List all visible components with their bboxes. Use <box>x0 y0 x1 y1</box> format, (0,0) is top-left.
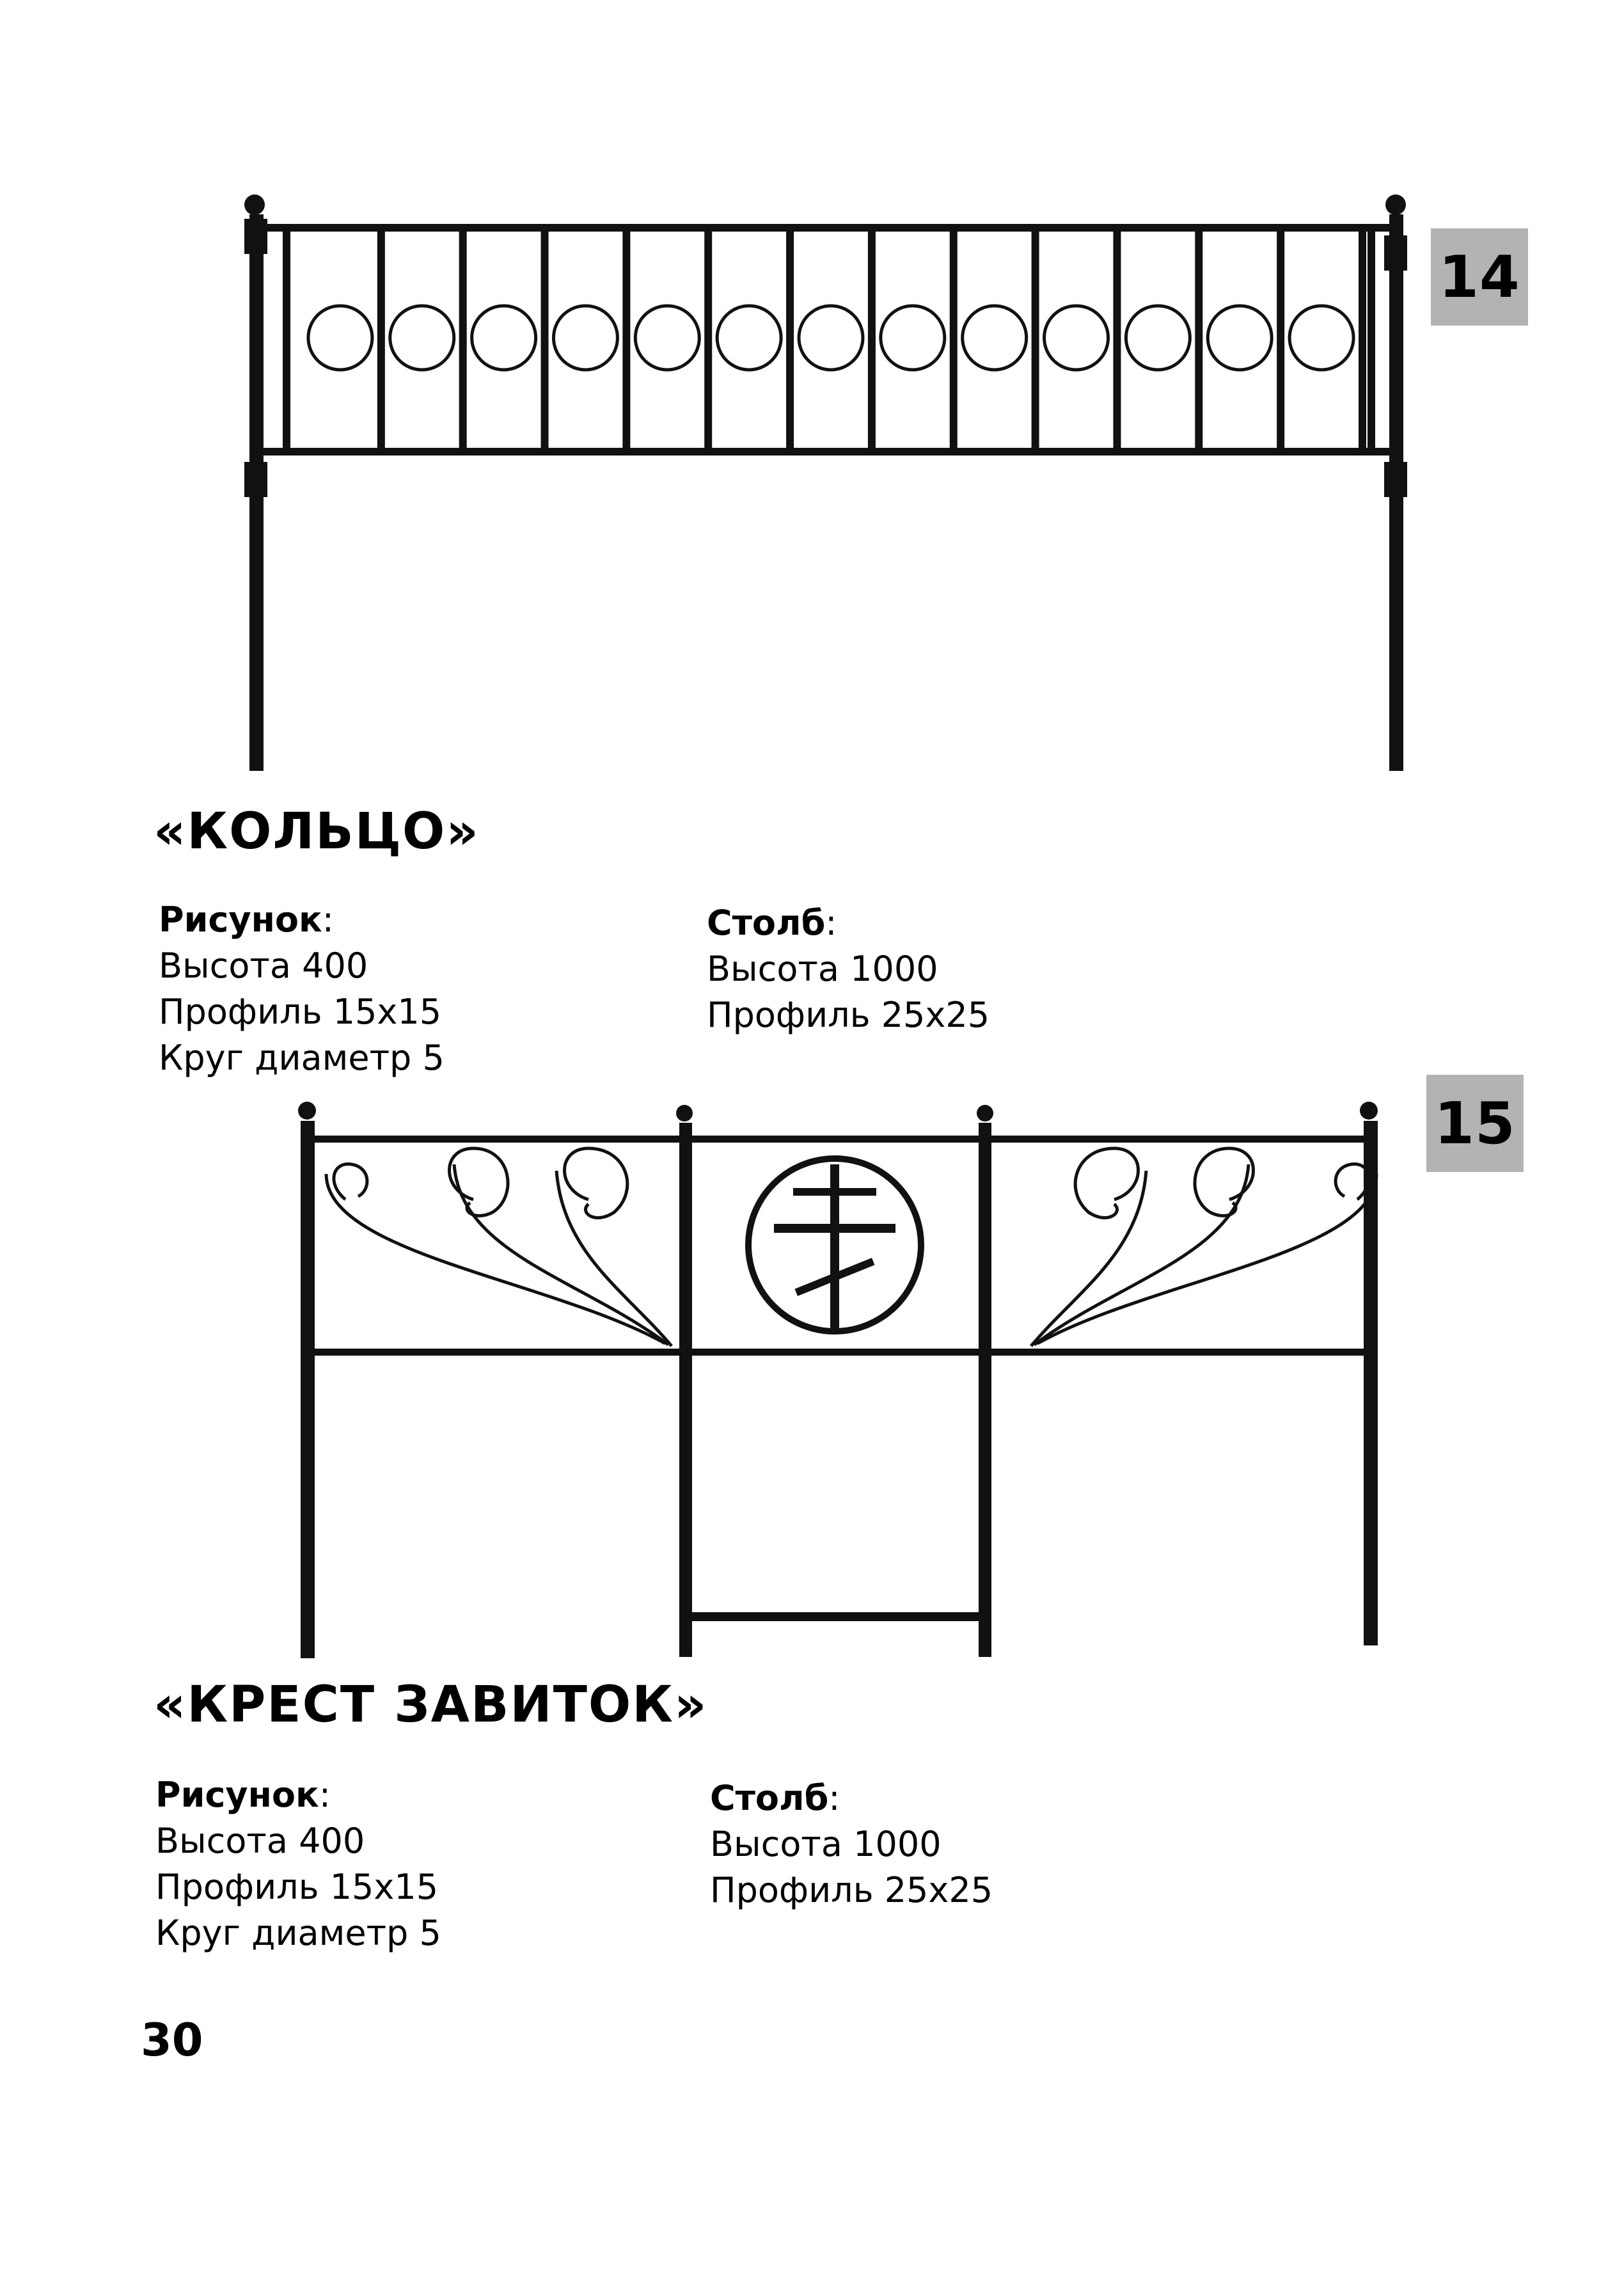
post-cap <box>676 1105 693 1121</box>
fence-rings-image <box>230 186 1414 780</box>
spec-label: Столб <box>710 1778 829 1818</box>
spec-label: Столб <box>707 903 826 943</box>
gate-rail <box>692 1349 979 1356</box>
spec-line: Профиль 15x15 <box>155 1867 439 1907</box>
scroll <box>565 1148 627 1217</box>
gate-bottom-rail <box>692 1612 979 1621</box>
post-bracket <box>244 462 267 497</box>
spec-line: Круг диаметр 5 <box>159 1038 445 1078</box>
picket <box>622 224 630 456</box>
scroll <box>326 1174 665 1343</box>
scroll <box>334 1164 367 1200</box>
post-bracket <box>1384 462 1407 497</box>
scroll <box>1075 1148 1138 1217</box>
scroll <box>1037 1174 1376 1343</box>
product-number-badge <box>1431 228 1528 326</box>
product-title: «КОЛЬЦО» <box>154 803 480 860</box>
spec-colon: : <box>319 1775 331 1815</box>
post-cap <box>298 1102 316 1120</box>
ring <box>1045 306 1108 370</box>
ring <box>635 306 699 370</box>
spec-label: Рисунок <box>155 1775 319 1815</box>
spec-line: Профиль 25x25 <box>710 1870 993 1910</box>
picket <box>1032 224 1039 456</box>
ring <box>799 306 863 370</box>
bottom-rail <box>991 1349 1364 1356</box>
product-number: 15 <box>1434 1089 1516 1157</box>
bottom-rail <box>264 448 1391 456</box>
ring <box>390 306 454 370</box>
ring <box>1289 306 1353 370</box>
spec-colon: : <box>322 899 334 940</box>
cross-bar <box>793 1188 876 1196</box>
cross-bar <box>774 1224 895 1233</box>
fence-post <box>1364 1121 1378 1645</box>
spec-line: Высота 1000 <box>710 1824 942 1864</box>
post-cap <box>1360 1102 1378 1120</box>
spec-line: Высота 400 <box>155 1821 365 1861</box>
picket <box>786 224 794 456</box>
panel-frame <box>1368 224 1375 456</box>
ring <box>963 306 1027 370</box>
product-number-badge <box>1426 1075 1524 1172</box>
fence-post <box>301 1121 315 1658</box>
picket <box>1277 224 1284 456</box>
picket <box>950 224 958 456</box>
spec-line: Высота 1000 <box>707 949 938 989</box>
gate-post <box>979 1123 991 1657</box>
picket <box>459 224 467 456</box>
ring <box>472 306 536 370</box>
fence-cross-scrolls-drawing <box>281 1088 1407 1663</box>
page-number: 30 <box>141 2014 203 2066</box>
post-specs <box>710 1775 993 1914</box>
gate-rail <box>692 1136 979 1143</box>
product-number: 14 <box>1439 243 1520 311</box>
scroll <box>1034 1164 1249 1345</box>
picket <box>1113 224 1121 456</box>
post-cap <box>244 194 265 215</box>
spec-colon: : <box>828 1778 840 1818</box>
ring <box>881 306 945 370</box>
scroll-group-right <box>1031 1148 1376 1346</box>
post-cap <box>977 1105 993 1121</box>
ring <box>1126 306 1190 370</box>
spec-label: Рисунок <box>159 899 322 940</box>
ring <box>717 306 781 370</box>
spec-line: Круг диаметр 5 <box>155 1913 441 1953</box>
picket <box>868 224 876 456</box>
ring <box>308 306 372 370</box>
picket <box>377 224 385 456</box>
spec-colon: : <box>825 903 837 943</box>
picket <box>1359 224 1366 456</box>
picket <box>704 224 712 456</box>
post-bracket <box>1384 235 1407 271</box>
spec-line: Профиль 25x25 <box>707 995 990 1035</box>
bottom-rail <box>315 1349 679 1356</box>
gate-post <box>679 1123 692 1657</box>
ring <box>553 306 617 370</box>
spec-line: Высота 400 <box>159 946 368 986</box>
picket <box>541 224 549 456</box>
product-title: «КРЕСТ ЗАВИТОК» <box>154 1676 708 1734</box>
ring <box>1208 306 1272 370</box>
drawing-specs <box>155 1772 441 1956</box>
fence-rings-drawing <box>230 186 1414 780</box>
top-rail <box>264 224 1391 232</box>
top-rail <box>315 1136 679 1143</box>
drawing-specs <box>159 897 445 1081</box>
picket <box>1195 224 1202 456</box>
scroll <box>454 1164 668 1345</box>
post-cap <box>1385 194 1406 215</box>
fence-cross-scrolls-image <box>281 1088 1407 1663</box>
panel-frame <box>283 224 290 456</box>
post-specs <box>707 900 989 1038</box>
spec-line: Профиль 15x15 <box>159 992 442 1032</box>
top-rail <box>991 1136 1364 1143</box>
